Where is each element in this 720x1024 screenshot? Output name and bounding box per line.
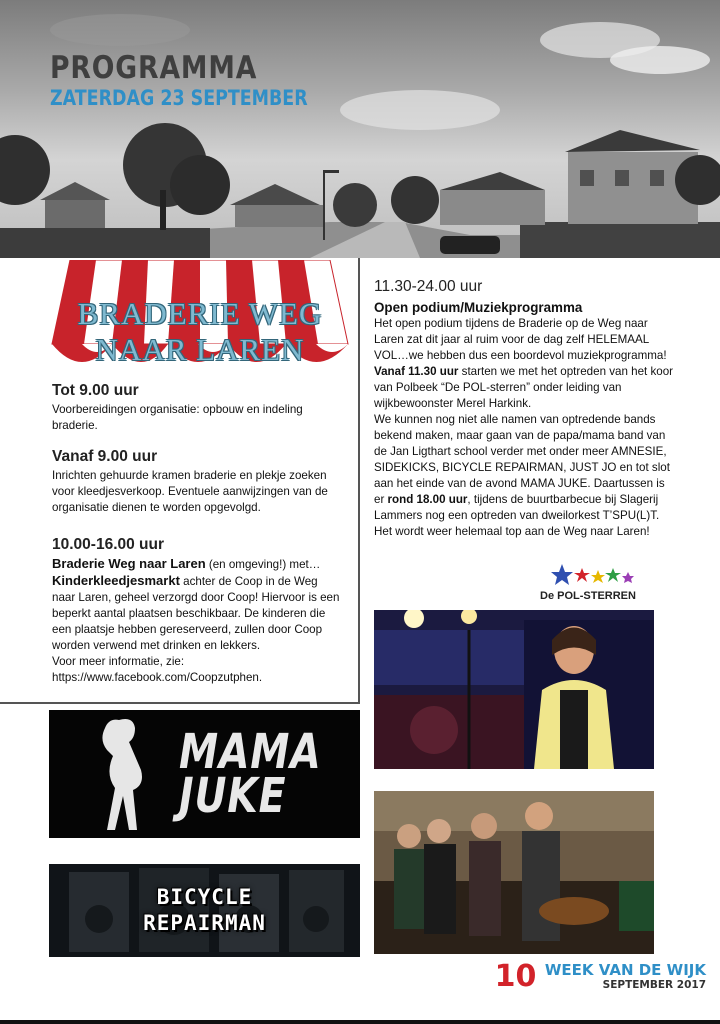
bicycle-repairman-banner: [49, 864, 360, 957]
program-item-10-16: [52, 536, 344, 686]
magazine-title: WEEK VAN DE WIJK: [544, 961, 706, 979]
braderie-program-box: [0, 258, 360, 704]
program-text: starten we met het optreden van het koor van Polbeek “De POL-sterren” onder leiding van wijkbewoonster Merel Harkink.: [374, 365, 674, 410]
program-time: 10.00-16.00 uur: [52, 536, 165, 553]
music-program: [374, 278, 674, 540]
page-title: PROGRAMMA: [50, 50, 258, 86]
header-photo: [0, 0, 720, 258]
program-time: Tot 9.00 uur: [52, 382, 139, 399]
mama-juke-line2: JUKE: [179, 768, 287, 824]
pol-sterren-logo: [530, 562, 660, 606]
mama-juke-logo: [179, 724, 322, 824]
program-time: Vanaf 9.00 uur: [52, 448, 158, 465]
bicycle-repairman-line1: BICYCLE: [156, 885, 253, 909]
kinderkleedjesmarkt-label: Kinderkleedjesmarkt: [52, 573, 180, 588]
program-description: [374, 316, 674, 540]
page-subtitle: ZATERDAG 23 SEPTEMBER: [50, 86, 308, 110]
program-time-inline: Vanaf 11.30 uur: [374, 365, 459, 378]
program-description: Voorbereidingen organisatie: opbouw en indeling braderie.: [52, 403, 303, 432]
program-text: Het open podium tijdens de Braderie op de Weg naar Laren zat dit jaar al ruim voor de dag zelf HELEMAAL VOL…we hebben dus een boordevol muziekprogramma!: [374, 317, 667, 362]
magazine-title-block: [545, 962, 706, 992]
program-text: achter de Coop in de Weg naar Laren, geheel verzorgd door Coop! Hiervoor is een beperkt aantal plaatsen beschikbaar. De kinderen die een plaatsje hebben gereserveerd, zullen door Coop worden verwend met drinken en lekkers.: [52, 575, 340, 652]
braderie-logo-line2: NAAR LAREN: [95, 332, 305, 367]
braderie-logo-text: [50, 296, 350, 368]
program-item-before-9: [52, 382, 344, 434]
program-heading: Open podium/Muziekprogramma: [374, 300, 583, 315]
program-text: (en omgeving!) met…: [205, 558, 321, 571]
mama-juke-banner: [49, 710, 360, 838]
facebook-link[interactable]: https://www.facebook.com/Coopzutphen.: [52, 671, 263, 684]
program-text: , tijdens de buurtbarbecue bij Slagerij Lammers nog een optreden van dweilorkest T’SPU(L)T. Het wordt weer helemaal top aan de Weg naar Laren!: [374, 493, 660, 538]
info-label: Voor meer informatie, zie:: [52, 655, 185, 668]
program-time-inline: rond 18.00 uur: [387, 493, 468, 506]
page-footer: [494, 959, 706, 994]
program-description: [52, 556, 344, 686]
program-description: Inrichten gehuurde kramen braderie en plekje zoeken voor kleedjesverkoop. Eventuele aanwijzingen van de organisatie dienen te worden opgevolgd.: [52, 469, 328, 514]
band-illustration: [374, 791, 654, 954]
band-photo: [374, 791, 654, 954]
street-scene-illustration: [0, 0, 720, 258]
braderie-logo-line1: BRADERIE WEG: [77, 296, 323, 331]
mama-juke-line1: MAMA: [179, 724, 322, 780]
program-item-from-9: [52, 448, 344, 516]
page-number: 10: [494, 959, 537, 994]
pol-sterren-label: De POL-STERREN: [540, 590, 636, 602]
issue-date: SEPTEMBER 2017: [602, 979, 706, 991]
bottom-divider: [0, 1020, 720, 1024]
braderie-name: Braderie Weg naar Laren: [52, 556, 206, 571]
singer-illustration: [374, 610, 654, 769]
bicycle-repairman-logo: [49, 884, 360, 936]
stars-icon: [548, 562, 638, 590]
program-text: We kunnen nog niet alle namen van optredende bands bekend maken, maar gaan van de papa/mama band van de Jan Ligthart school verder met onder meer AMNESIE, SIDEKICKS, BICYCLE REPAIRMAN, JUST JO en tot slot aan het einde van de avond MAMA JUKE. Daartussen is er: [374, 413, 670, 506]
bicycle-repairman-line2: REPAIRMAN: [143, 911, 266, 935]
program-time: 11.30-24.00 uur: [374, 278, 483, 295]
singer-photo: [374, 610, 654, 769]
